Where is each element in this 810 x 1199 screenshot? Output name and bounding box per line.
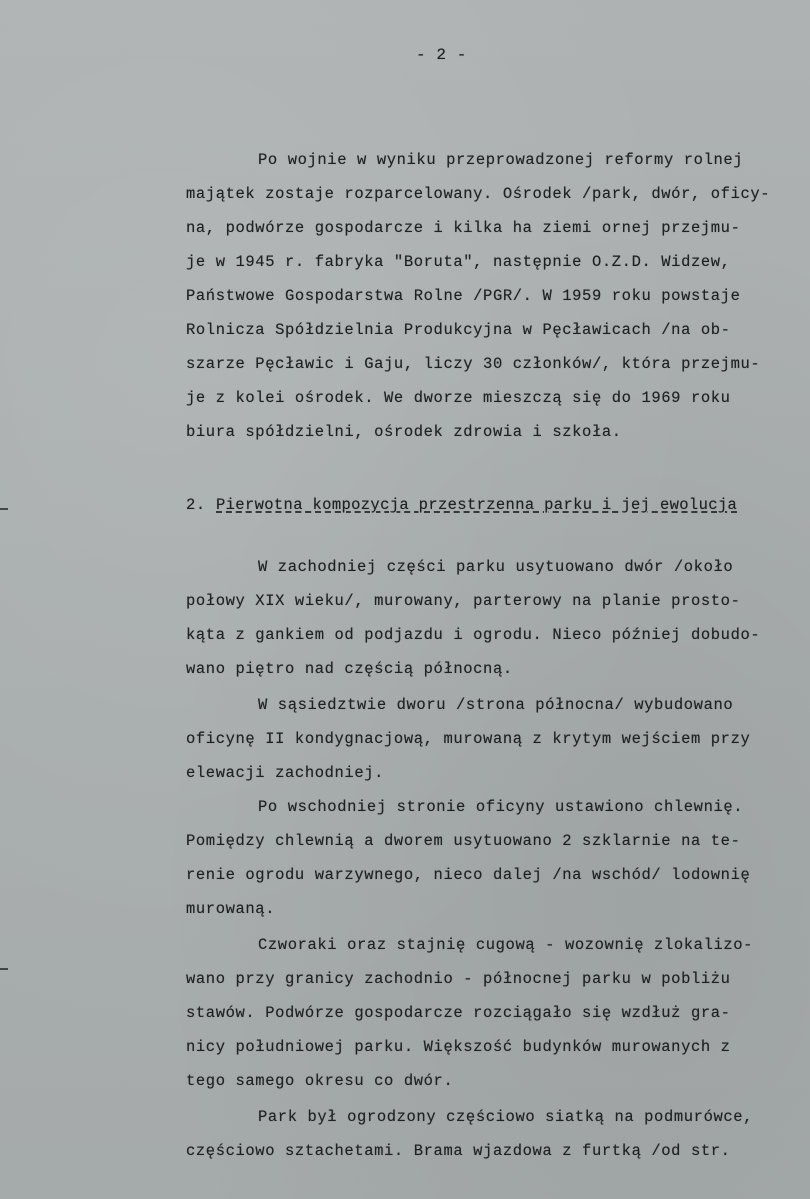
paragraph-line: Państwowe Gospodarstwa Rolne /PGR/. W 1959 roku powstaje (186, 287, 741, 305)
paragraph-line: wano piętro nad częścią północną. (186, 660, 513, 678)
paragraph-line: Czworaki oraz stajnię cugową - wozownię zlokalizo- (258, 936, 754, 954)
paragraph-line: majątek zostaje rozparcelowany. Ośrodek /park, dwór, oficy- (186, 185, 771, 203)
paragraph-line: wano przy granicy zachodnio - północnej parku w pobliżu (186, 970, 731, 988)
paragraph-line: Rolnicza Spółdzielnia Produkcyjna w Pęcławicach /na ob- (186, 321, 731, 339)
paragraph-line: renie ogrodu warzywnego, nieco dalej /na wschód/ lodownię (186, 866, 751, 884)
paragraph-line: oficynę II kondygnacjową, murowaną z krytym wejściem przy (186, 730, 751, 748)
punch-hole-mark-bottom (0, 968, 8, 970)
paragraph-line: je z kolei ośrodek. We dworze mieszczą się do 1969 roku (186, 389, 731, 407)
paragraph-line: W zachodniej części parku usytuowano dwór /około (258, 558, 734, 576)
paragraph-line: Po wschodniej stronie oficyny ustawiono chlewnię. (258, 798, 744, 816)
paragraph-line: częściowo sztachetami. Brama wjazdowa z furtką /od str. (186, 1142, 731, 1160)
paragraph-line: Pomiędzy chlewnią a dworem usytuowano 2 szklarnie na te- (186, 832, 741, 850)
page-number: - 2 - (416, 46, 468, 64)
punch-hole-mark-top (0, 508, 8, 510)
paragraph-line: na, podwórze gospodarcze i kilka ha ziemi ornej przejmu- (186, 219, 741, 237)
paragraph-line: elewacji zachodniej. (186, 764, 385, 782)
paragraph-line: tego samego okresu co dwór. (186, 1072, 454, 1090)
paragraph-line: szarze Pęcławic i Gaju, liczy 30 członków/, która przejmu- (186, 355, 761, 373)
paragraph-line: nicy południowej parku. Większość budynków murowanych z (186, 1038, 731, 1056)
paragraph-line: biura spółdzielni, ośrodek zdrowia i szkoła. (186, 423, 622, 441)
section-number: 2. (186, 496, 206, 514)
paragraph-line: połowy XIX wieku/, murowany, parterowy na planie prosto- (186, 592, 741, 610)
paragraph-line: kąta z gankiem od podjazdu i ogrodu. Nieco później dobudo- (186, 626, 761, 644)
paragraph-line: W sąsiedztwie dworu /strona północna/ wybudowano (258, 696, 734, 714)
paragraph-line: stawów. Podwórze gospodarcze rozciągało się wzdłuż gra- (186, 1004, 731, 1022)
section-title: Pierwotna kompozycja przestrzenna parku i jej ewolucja (216, 496, 738, 514)
paragraph-line: je w 1945 r. fabryka "Boruta", następnie O.Z.D. Widzew, (186, 253, 731, 271)
paragraph-line: murowaną. (186, 900, 276, 918)
paragraph-line: Park był ogrodzony częściowo siatką na podmurówce, (258, 1108, 754, 1126)
paragraph-line: Po wojnie w wyniku przeprowadzonej reformy rolnej (258, 151, 744, 169)
